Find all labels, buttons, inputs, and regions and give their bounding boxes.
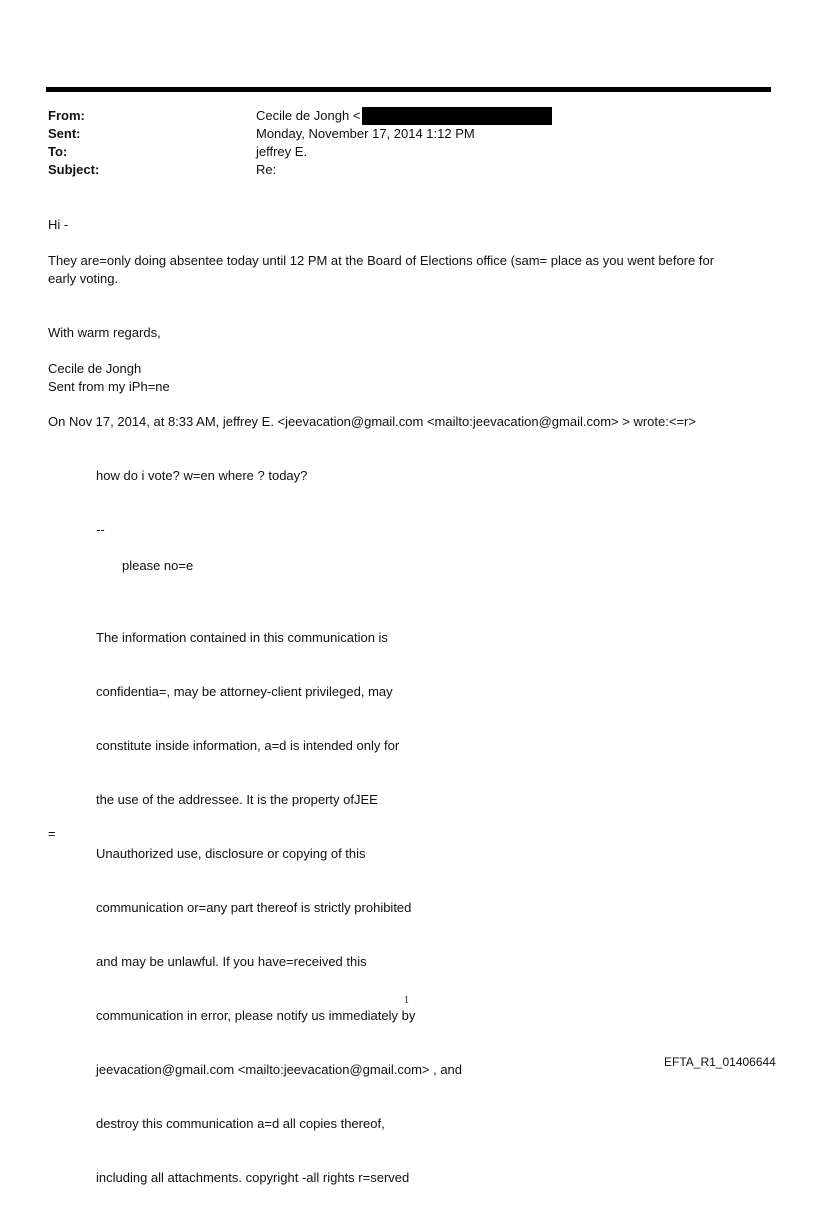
signature-device: Sent from my iPh=ne [48,379,170,394]
trailing-mark: = [48,826,56,841]
quote-header: On Nov 17, 2014, at 8:33 AM, jeffrey E. <jeevacation@gmail.com <mailto:jeevacation@gmail.com> > wrote:<=r> [48,414,696,429]
header-rule [46,87,771,92]
disclaimer-line: jeevacation@gmail.com <mailto:jeevacation@gmail.com> , and [96,1062,463,1077]
from-text: Cecile de Jongh < [256,108,361,123]
body-line-1: They are=only doing absentee today until 12 PM at the Board of Elections office (sam= place as you went before for [48,253,715,268]
from-label: From: [48,108,85,123]
signature-dashes: -- [96,522,105,537]
subject-value: Re: [256,162,277,177]
signature-name: Cecile de Jongh [48,361,142,376]
disclaimer-line: communication in error, please notify us immediately by [96,1008,416,1023]
redaction-box [362,107,552,125]
to-value: jeffrey E. [256,144,308,159]
disclaimer-line: communication or=any part thereof is strictly prohibited [96,900,412,915]
body-line-2: early voting. [48,271,119,286]
greeting: Hi - [48,217,69,232]
subject-label: Subject: [48,162,100,177]
disclaimer-line: the use of the addressee. It is the property ofJEE [96,792,378,807]
disclaimer-line: and may be unlawful. If you have=received this [96,954,367,969]
sent-value: Monday, November 17, 2014 1:12 PM [256,126,475,141]
sent-label: Sent: [48,126,81,141]
disclaimer [96,593,462,1205]
disclaimer-line: The information contained in this communication is [96,630,388,645]
disclaimer-line: constitute inside information, a=d is intended only for [96,738,400,753]
disclaimer-line: confidentia=, may be attorney-client privileged, may [96,684,393,699]
regards: With warm regards, [48,325,161,340]
please-note: please no=e [122,558,194,573]
bates-number: EFTA_R1_01406644 [664,1055,776,1069]
quoted-question: how do i vote? w=en where ? today? [96,468,308,483]
to-label: To: [48,144,68,159]
disclaimer-line: destroy this communication a=d all copies thereof, [96,1116,385,1131]
disclaimer-line: including all attachments. copyright -all rights r=served [96,1170,410,1185]
from-value [256,107,552,125]
page-number: 1 [404,995,409,1006]
disclaimer-line: Unauthorized use, disclosure or copying of this [96,846,366,861]
